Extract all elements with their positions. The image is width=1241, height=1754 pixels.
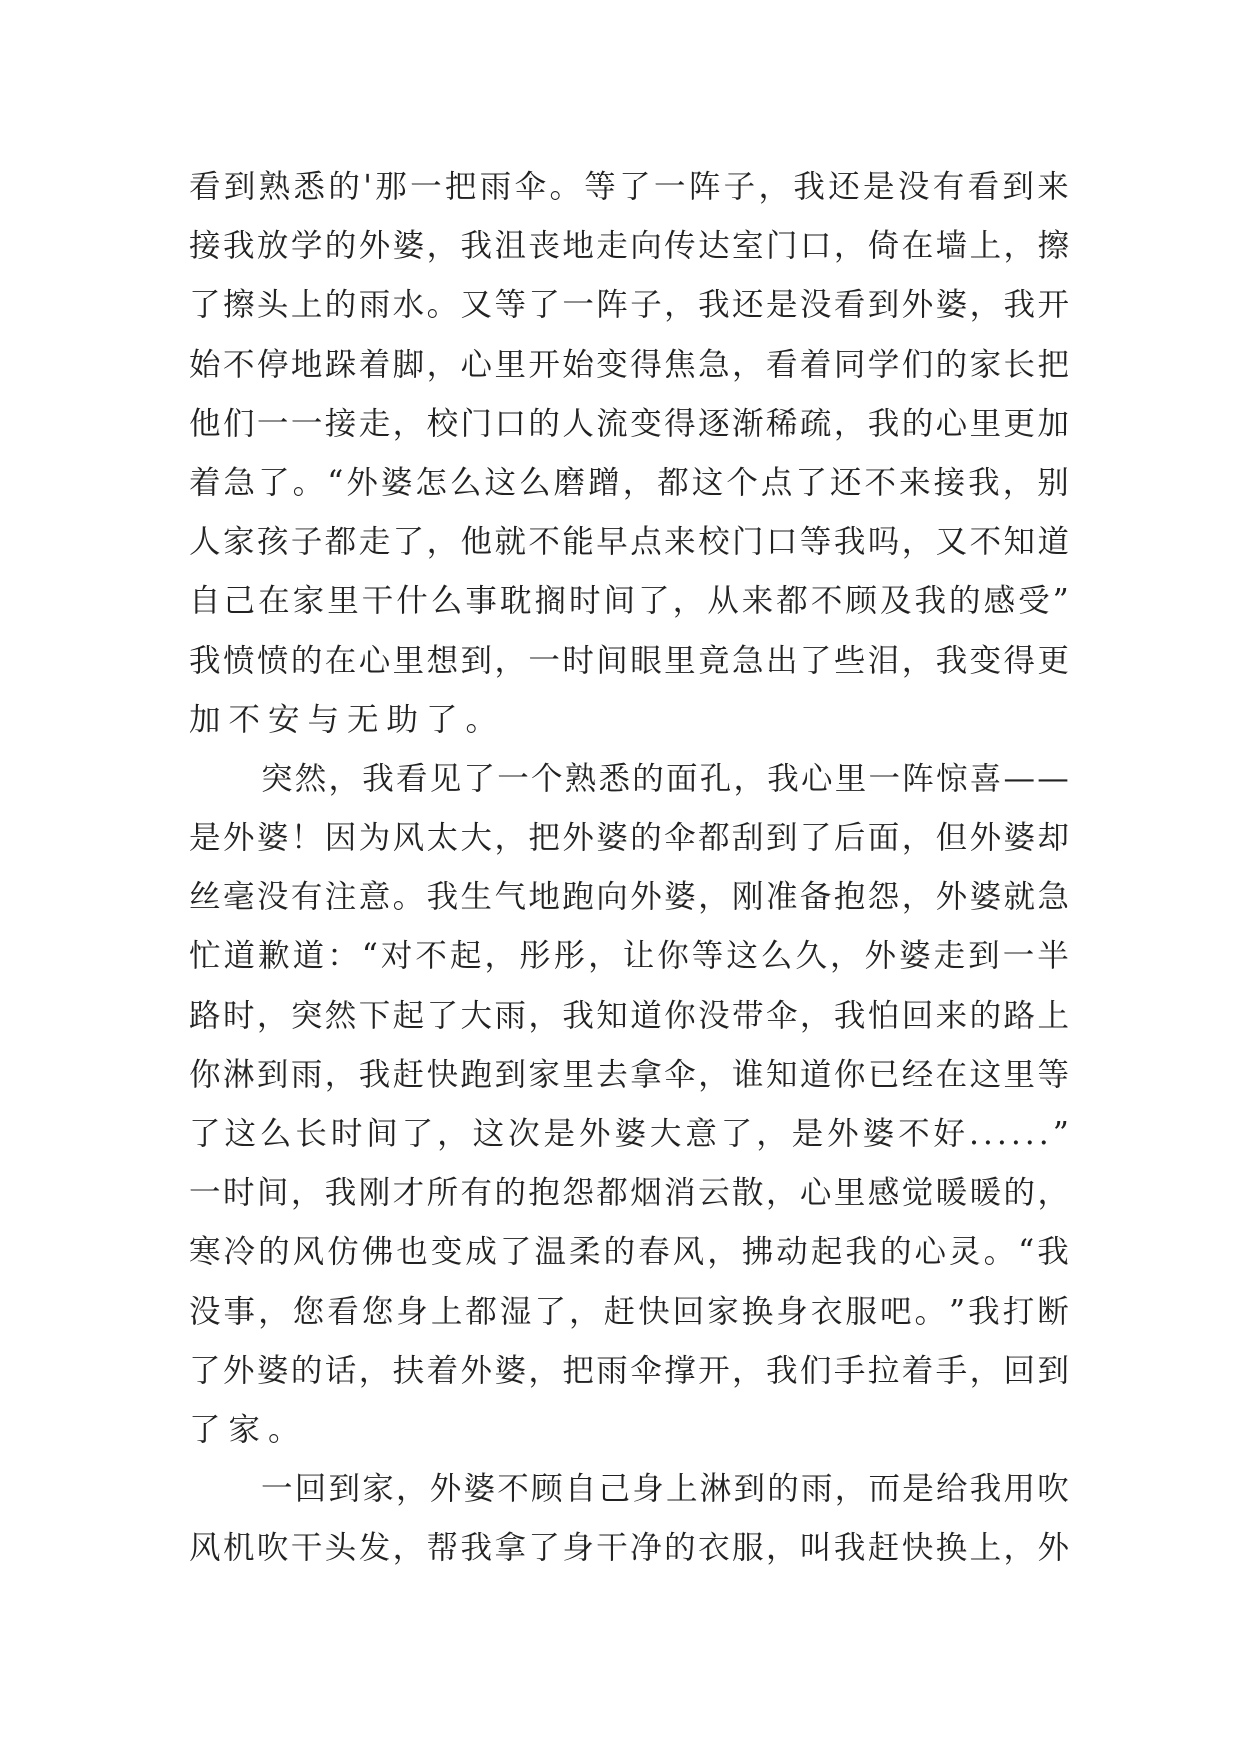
text-line: 一 回 到 家 ， 外 婆 不 顾 自 己 身 上 淋 到 的 雨 ， 而 是 给 我 用 吹 xyxy=(261,1471,1069,1508)
text-line: 风 机 吹 干 头 发 ， 帮 我 拿 了 身 干 净 的 衣 服 ， 叫 我 赶 快 换 上 ， 外 xyxy=(189,1530,1069,1567)
text-line: 加不安与无助了。 xyxy=(189,701,506,738)
text-line: 我 愤 愤 的 在 心 里 想 到 ， 一 时 间 眼 里 竟 急 出 了 些 泪 ， 我 变 得 更 xyxy=(189,642,1069,679)
text-line: 着 急 了 。 “ 外 婆 怎 么 这 么 磨 蹭 ， 都 这 个 点 了 还 不 来 接 我 ， 别 xyxy=(189,464,1069,501)
text-line: 自 己 在 家 里 干 什 么 事 耽 搁 时 间 了 ， 从 来 都 不 顾 及 我 的 感 受 ” xyxy=(189,583,1069,620)
text-line: 他 们 一 一 接 走 ， 校 门 口 的 人 流 变 得 逐 渐 稀 疏 ， 我 的 心 里 更 加 xyxy=(189,405,1069,442)
text-line: 始 不 停 地 跺 着 脚 ， 心 里 开 始 变 得 焦 急 ， 看 着 同 学 们 的 家 长 把 xyxy=(189,346,1069,383)
text-line: 接 我 放 学 的 外 婆 ， 我 沮 丧 地 走 向 传 达 室 门 口 ， 倚 在 墙 上 ， 擦 xyxy=(189,228,1069,265)
text-line: 看 到 熟 悉 的 ' 那 一 把 雨 伞 。 等 了 一 阵 子 ， 我 还 是 没 有 看 到 来 xyxy=(189,169,1069,205)
text-line: 了家。 xyxy=(189,1411,308,1448)
text-line: 人 家 孩 子 都 走 了 ， 他 就 不 能 早 点 来 校 门 口 等 我 吗 ， 又 不 知 道 xyxy=(189,524,1069,561)
body-text xyxy=(189,158,1069,1579)
text-line: 没 事 ， 您 看 您 身 上 都 湿 了 ， 赶 快 回 家 换 身 衣 服 吧 。 ” 我 打 断 xyxy=(189,1293,1069,1330)
text-line: 寒 冷 的 风 仿 佛 也 变 成 了 温 柔 的 春 风 ， 拂 动 起 我 的 心 灵 。 “ 我 xyxy=(189,1234,1069,1271)
text-line: 忙 道 歉 道 ： “ 对 不 起 ， 彤 彤 ， 让 你 等 这 么 久 ， 外 婆 走 到 一 半 xyxy=(189,938,1069,975)
text-line: 你 淋 到 雨 ， 我 赶 快 跑 到 家 里 去 拿 伞 ， 谁 知 道 你 已 经 在 这 里 等 xyxy=(189,1056,1069,1093)
text-line: 是 外 婆 ！ 因 为 风 太 大 ， 把 外 婆 的 伞 都 刮 到 了 后 面 ， 但 外 婆 却 xyxy=(189,820,1069,857)
text-line: 了 外 婆 的 话 ， 扶 着 外 婆 ， 把 雨 伞 撑 开 ， 我 们 手 拉 着 手 ， 回 到 xyxy=(189,1352,1069,1389)
text-line: 突 然 ， 我 看 见 了 一 个 熟 悉 的 面 孔 ， 我 心 里 一 阵 惊 喜 — — xyxy=(261,760,1069,797)
text-line: 一 时 间 ， 我 刚 才 所 有 的 抱 怨 都 烟 消 云 散 ， 心 里 感 觉 暖 暖 的 ， xyxy=(189,1175,1069,1212)
text-line: 丝 毫 没 有 注 意 。 我 生 气 地 跑 向 外 婆 ， 刚 准 备 抱 怨 ， 外 婆 就 急 xyxy=(189,879,1069,916)
text-line: 了 擦 头 上 的 雨 水 。 又 等 了 一 阵 子 ， 我 还 是 没 看 到 外 婆 ， 我 开 xyxy=(189,287,1069,324)
text-line: 路 时 ， 突 然 下 起 了 大 雨 ， 我 知 道 你 没 带 伞 ， 我 怕 回 来 的 路 上 xyxy=(189,997,1069,1034)
text-line: 了 这 么 长 时 间 了 ， 这 次 是 外 婆 大 意 了 ， 是 外 婆 不 好 . . . . . . ” xyxy=(189,1116,1069,1152)
